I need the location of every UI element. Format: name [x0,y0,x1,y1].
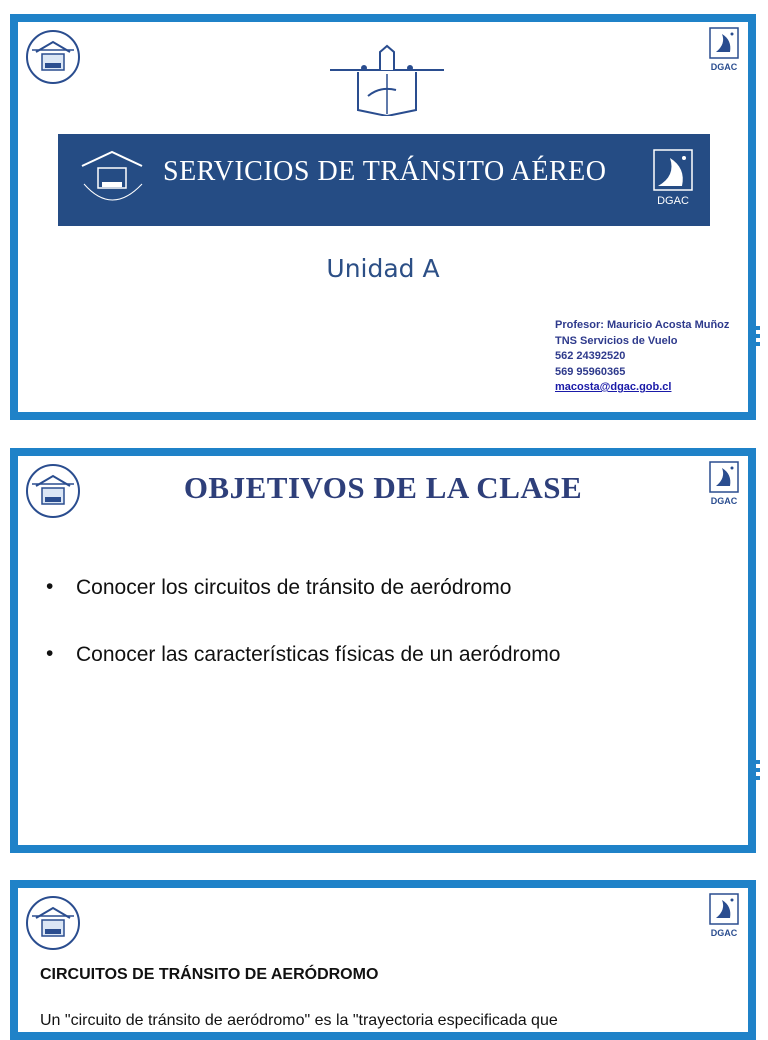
decor-squares [642,845,700,853]
svg-text:DGAC: DGAC [710,496,738,506]
professor-role: TNS Servicios de Vuelo [555,334,678,347]
decor-bars [748,760,760,780]
svg-text:DGAC: DGAC [710,62,738,72]
eta-crest-icon [24,28,82,86]
course-title: SERVICIOS DE TRÁNSITO AÉREO [163,156,607,187]
list-item: • Conocer los circuitos de tránsito de aeródromo [46,576,560,600]
dgac-logo-icon [706,892,742,944]
section-heading: CIRCUITOS DE TRÁNSITO DE AERÓDROMO [40,966,379,983]
eta-crest-icon [72,144,152,216]
decor-squares [642,412,700,420]
dgac-logo-icon [706,26,742,78]
slide-title [10,14,756,420]
plane-book-icon [328,44,446,116]
svg-text:DGAC: DGAC [657,195,689,207]
objectives-title: OBJETIVOS DE LA CLASE [183,470,583,505]
slide-circuits [10,880,756,1040]
objectives-list [46,576,560,710]
professor-name: Profesor: Mauricio Acosta Muñoz [555,319,730,331]
list-item: • Conocer las características físicas de un aeródromo [46,643,560,667]
professor-info [555,318,755,396]
decor-bars [748,326,760,346]
professor-email-link[interactable]: macosta@dgac.gob.cl [555,381,672,393]
svg-text:DGAC: DGAC [710,928,738,938]
slide-objectives [10,448,756,853]
dgac-logo-icon [648,146,698,212]
professor-mobile: 569 95960365 [555,365,626,378]
title-banner [58,134,710,226]
section-paragraph: Un "circuito de tránsito de aeródromo" es la "trayectoria especificada que [40,1012,558,1029]
unit-subtitle: Unidad A [326,254,440,283]
eta-crest-icon [24,894,82,952]
professor-phone: 562 24392520 [555,350,626,362]
